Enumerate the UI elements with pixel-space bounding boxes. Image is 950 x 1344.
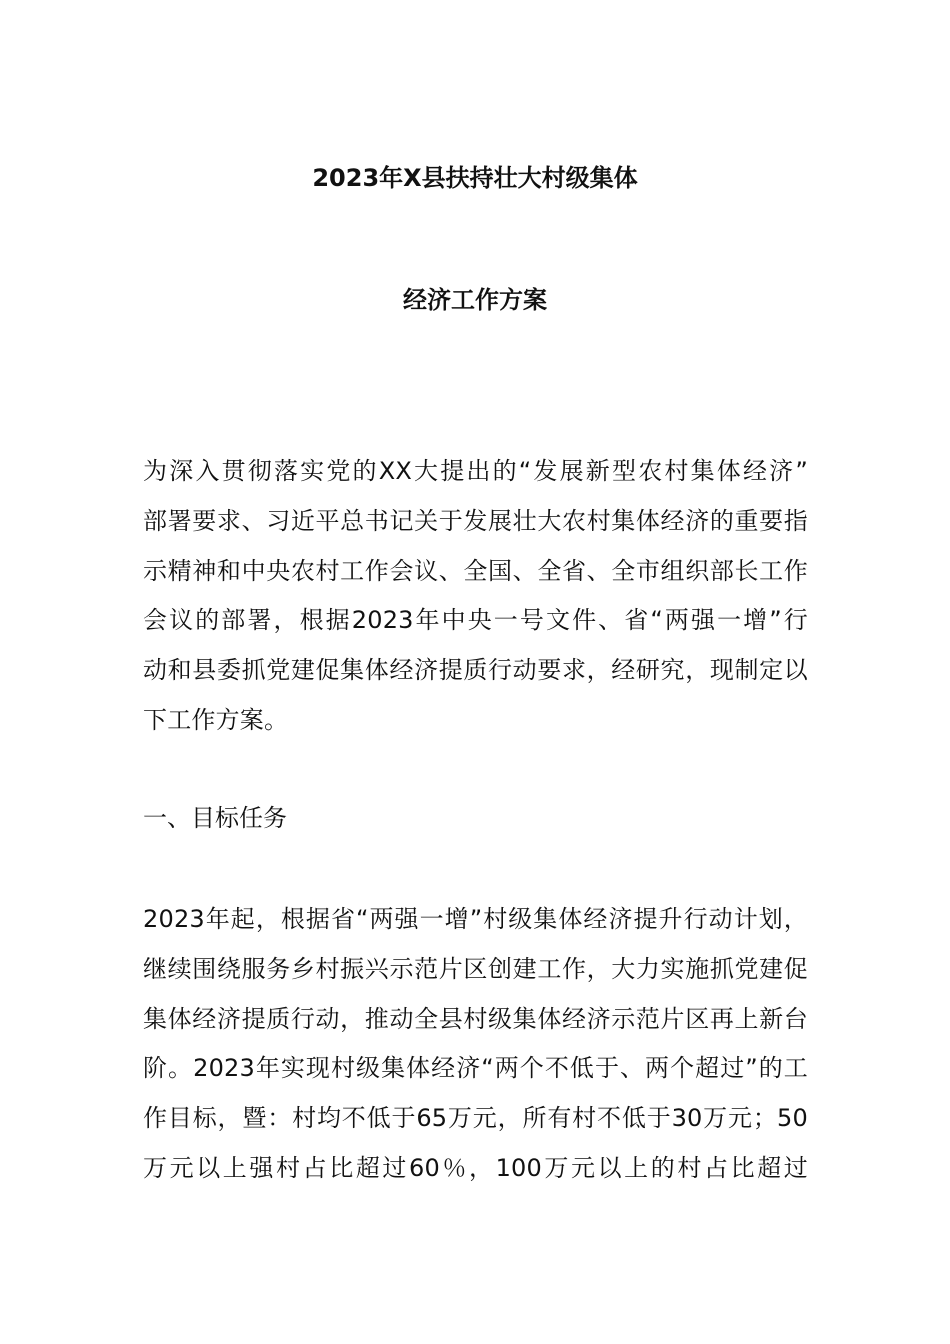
goals-paragraph — [143, 895, 808, 1194]
text-line: 万元以上强村占比超过60％，100万元以上的村占比超过 — [143, 1153, 808, 1182]
text-line: 下工作方案。 — [143, 705, 289, 734]
text-line: 集体经济提质行动，推动全县村级集体经济示范片区再上新台 — [143, 1004, 808, 1033]
text-line: 2023年起，根据省“两强一增”村级集体经济提升行动计划， — [143, 905, 808, 933]
text-line: 作目标，暨：村均不低于65万元，所有村不低于30万元；50 — [143, 1104, 808, 1133]
section-heading-goals: 一、目标任务 — [143, 804, 287, 832]
text-line: 会议的部署，根据2023年中央一号文件、省“两强一增”行 — [143, 606, 808, 635]
text-line: 继续围绕服务乡村振兴示范片区创建工作，大力实施抓党建促 — [143, 954, 808, 983]
document-title-line-1: 2023年X县扶持壮大村级集体 — [312, 164, 638, 192]
text-line: 为深入贯彻落实党的XX大提出的“发展新型农村集体经济” — [143, 457, 808, 485]
document-title-line-2: 经济工作方案 — [403, 286, 547, 314]
text-line: 阶。2023年实现村级集体经济“两个不低于、两个超过”的工 — [143, 1054, 808, 1083]
text-line: 部署要求、习近平总书记关于发展壮大农村集体经济的重要指 — [143, 506, 808, 535]
text-line: 示精神和中央农村工作会议、全国、全省、全市组织部长工作 — [143, 556, 808, 585]
intro-paragraph — [143, 447, 808, 746]
text-line: 动和县委抓党建促集体经济提质行动要求，经研究，现制定以 — [143, 656, 808, 685]
